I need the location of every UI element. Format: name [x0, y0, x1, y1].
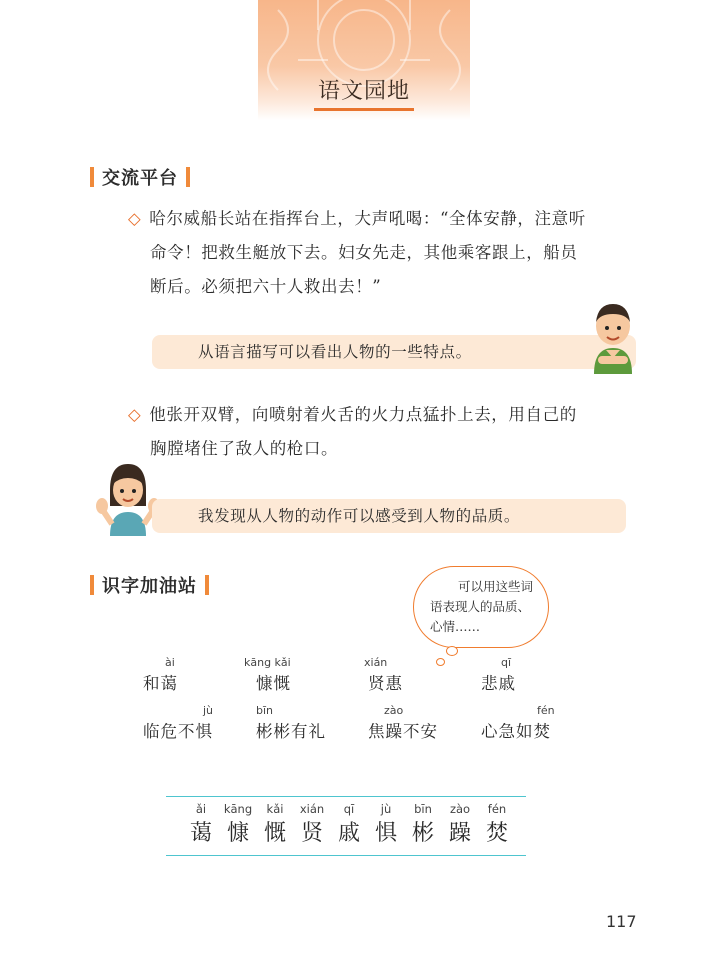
- heading-bar-left: [90, 167, 94, 187]
- hanzi: 慷: [226, 821, 249, 846]
- pinyin: qī: [343, 802, 355, 816]
- quote-line: [128, 202, 648, 236]
- hanzi: 悲戚: [481, 674, 516, 693]
- heading-bar-left: [90, 575, 94, 595]
- hanzi: 临危不惧: [143, 722, 213, 741]
- hanzi: 心急如焚: [481, 722, 551, 741]
- char-cell: [295, 797, 329, 847]
- char-cell: [369, 797, 403, 847]
- speech-bubble-2: 我发现从人物的动作可以感受到人物的品质。: [152, 499, 626, 533]
- pinyin: fén: [537, 704, 555, 717]
- hanzi: 躁: [448, 821, 471, 846]
- pinyin: qī: [501, 656, 512, 669]
- section-heading-exchange: [90, 164, 190, 190]
- hanzi: 慨: [263, 821, 286, 846]
- quote-line: 命令！把救生艇放下去。妇女先走，其他乘客跟上，船员: [150, 243, 578, 262]
- hanzi: 彬: [411, 821, 434, 846]
- pinyin: zào: [384, 704, 404, 717]
- heading-bar-right: [205, 575, 209, 595]
- quote-block-2: [128, 398, 648, 466]
- hanzi: 蔼: [189, 821, 212, 846]
- char-cell: [480, 797, 514, 847]
- char-cell: [443, 797, 477, 847]
- quote-line: 胸膛堵住了敌人的枪口。: [150, 439, 339, 458]
- diamond-bullet-icon: ◇: [128, 405, 142, 424]
- girl-character-illustration: [96, 460, 160, 536]
- char-cell: [184, 797, 218, 847]
- hanzi: 焦躁不安: [368, 722, 438, 741]
- hanzi: 贤惠: [368, 674, 403, 693]
- cloud-tail-dot: [436, 658, 445, 666]
- quote-line: [128, 398, 648, 432]
- hanzi: 焚: [485, 821, 508, 846]
- quote-text: 哈尔威船长站在指挥台上，大声吼喝：“全体安静，注意听: [149, 209, 586, 228]
- pinyin: xián: [364, 656, 388, 669]
- pinyin: xián: [299, 802, 325, 816]
- hanzi: 彬彬有礼: [256, 722, 326, 741]
- chapter-banner: [258, 0, 470, 120]
- cloud-line: 语表现人的品质、: [430, 599, 531, 614]
- cloud-tail-dot: [446, 646, 458, 656]
- section-title: 识字加油站: [102, 576, 197, 597]
- cloud-line: 心情……: [430, 619, 481, 634]
- char-cell: [221, 797, 255, 847]
- pinyin: ǎi: [195, 802, 207, 816]
- section-heading-literacy: [90, 572, 209, 598]
- hanzi: 贤: [300, 821, 323, 846]
- page-number: 117: [606, 912, 637, 931]
- pinyin: kāng: [223, 802, 253, 816]
- pinyin: bīn: [414, 802, 432, 816]
- pinyin: jù: [380, 802, 392, 816]
- section-title: 交流平台: [102, 168, 178, 189]
- char-cell: [406, 797, 440, 847]
- quote-text: 他张开双臂，向喷射着火舌的火力点猛扑上去，用自己的: [149, 405, 577, 424]
- pinyin: bīn: [256, 704, 274, 717]
- char-cell: [332, 797, 366, 847]
- pinyin: fén: [487, 802, 507, 816]
- quote-line: 断后。必须把六十人救出去！”: [150, 277, 382, 296]
- pinyin: kāng kǎi: [244, 656, 291, 669]
- diamond-bullet-icon: ◇: [128, 209, 142, 228]
- hanzi: 和蔼: [143, 674, 178, 693]
- pinyin: zào: [449, 802, 471, 816]
- char-cell: [258, 797, 292, 847]
- page-title: 语文园地: [317, 79, 410, 104]
- pinyin: kǎi: [266, 802, 284, 816]
- hanzi: 戚: [337, 821, 360, 846]
- cloud-line: 可以用这些词: [458, 579, 534, 594]
- heading-bar-right: [186, 167, 190, 187]
- pinyin: jù: [203, 704, 214, 717]
- hanzi: 慷慨: [256, 674, 291, 693]
- thought-cloud: [413, 566, 549, 648]
- title-underline: [314, 108, 414, 111]
- speech-bubble-1: 从语言描写可以看出人物的一些特点。: [152, 335, 636, 369]
- pinyin: ài: [165, 656, 175, 669]
- hanzi: 惧: [374, 821, 397, 846]
- new-characters-box: [166, 796, 526, 856]
- boy-character-illustration: [588, 298, 638, 374]
- quote-block-1: [128, 202, 648, 304]
